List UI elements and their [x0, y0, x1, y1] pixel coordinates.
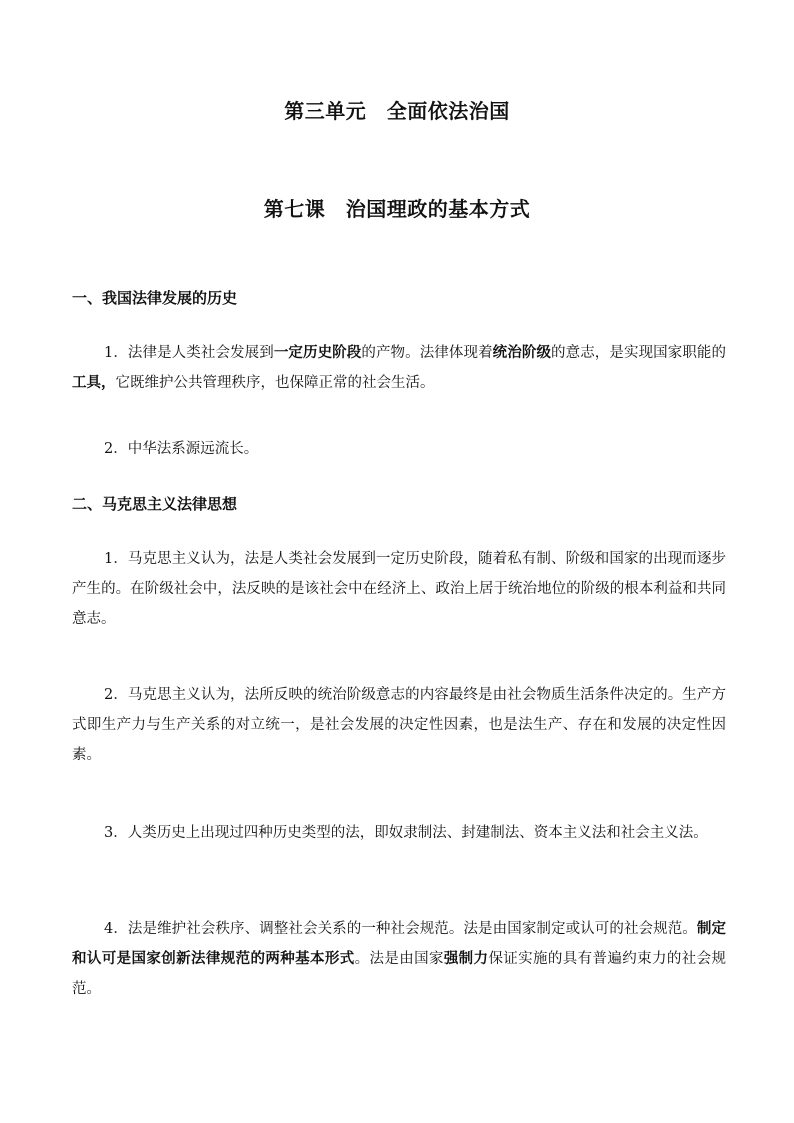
unit-title: 第三单元 全面依法治国 [284, 99, 510, 123]
text-run: 它既维护公共管理秩序，也保障正常的社会生活。 [115, 375, 435, 391]
paragraph-marxism-3: 3．人类历史上出现过四种历史类型的法，即奴隶制法、封建制法、资本主义法和社会主义法。 [104, 825, 708, 841]
section-heading-1: 一、我国法律发展的历史 [72, 289, 238, 307]
paragraph-marxism-4 [72, 914, 726, 1004]
text-run: 保证实施的具有普遍约束力的社会规范。 [72, 951, 727, 997]
text-run: 。法是由国家 [354, 951, 444, 967]
bold-text-run: 强制力 [443, 951, 489, 967]
paragraph-marxism-2: 2．马克思主义认为，法所反映的统治阶级意志的内容最终是由社会物质生活条件决定的。生产方式即生产力与生产关系的对立统一，是社会发展的决定性因素，也是法生产、存在和发展的决定性因素。 [72, 687, 726, 763]
bold-text-run: 统治阶级 [492, 345, 552, 361]
paragraph-law-history-2: 2．中华法系源远流长。 [104, 441, 259, 457]
text-run: 1．法律是人类社会发展到 [104, 345, 274, 361]
paragraph-marxism-1: 1．马克思主义认为，法是人类社会发展到一定历史阶段，随着私有制、阶级和国家的出现而逐步产生的。在阶级社会中，法反映的是该社会中在经济上、政治上居于统治地位的阶级的根本利益和共同意志。 [72, 551, 726, 627]
text-run: 4．法是维护社会秩序、调整社会关系的一种社会规范。法是由国家制定或认可的社会规范。 [104, 921, 697, 937]
text-run: 的意志，是实现国家职能的 [551, 345, 727, 361]
lesson-title: 第七课 治国理政的基本方式 [263, 197, 531, 221]
section-heading-2: 二、马克思主义法律思想 [72, 495, 238, 513]
bold-text-run: 工具， [72, 375, 116, 391]
bold-text-run: 一定历史阶段 [273, 345, 362, 361]
bold-text-run: 制定和认可是国家创新法律规范的两种基本形式 [72, 921, 726, 967]
paragraph-law-history-1 [72, 338, 726, 398]
text-run: 的产物。法律体现着 [361, 345, 493, 361]
